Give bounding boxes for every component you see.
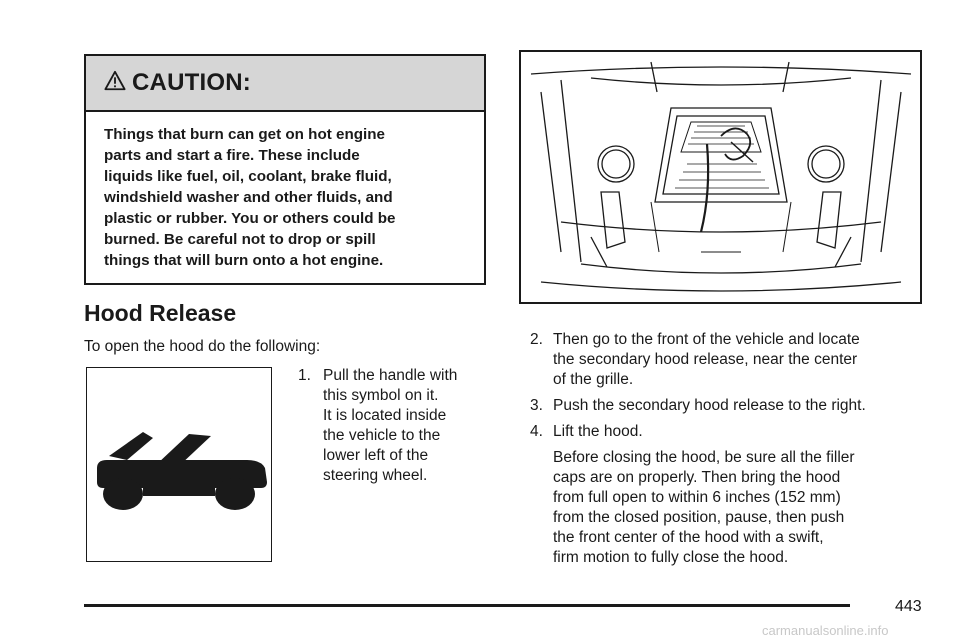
caution-line: burned. Be careful not to drop or spill bbox=[104, 231, 376, 248]
step-line: of the grille. bbox=[553, 371, 634, 388]
closing-line: firm motion to fully close the hood. bbox=[553, 549, 789, 566]
step-number: 1. bbox=[298, 367, 311, 384]
steps-list bbox=[530, 330, 930, 568]
warning-triangle-icon bbox=[104, 70, 126, 92]
closing-line: Before closing the hood, be sure all the filler bbox=[553, 449, 855, 466]
step-line: Push the secondary hood release to the right. bbox=[553, 397, 866, 414]
caution-line: windshield washer and other fluids, and bbox=[104, 189, 393, 206]
step-line: Lift the hood. bbox=[553, 423, 643, 440]
step-line: lower left of the bbox=[323, 447, 429, 464]
step-number: 3. bbox=[530, 397, 543, 414]
step-text bbox=[323, 366, 488, 486]
grille-illustration bbox=[519, 50, 922, 304]
caution-line: things that will burn onto a hot engine. bbox=[104, 252, 384, 269]
hood-release-symbol-box bbox=[86, 367, 272, 562]
caution-header bbox=[86, 56, 484, 112]
caution-line: Things that burn can get on hot engine bbox=[104, 126, 385, 143]
hood-release-symbol-icon bbox=[87, 368, 271, 560]
step-2 bbox=[530, 330, 930, 390]
closing-paragraph bbox=[530, 448, 930, 568]
step-line: Then go to the front of the vehicle and locate bbox=[553, 331, 860, 348]
section-title: Hood Release bbox=[84, 300, 237, 326]
caution-text bbox=[86, 112, 484, 271]
vehicle-grille-hood-release-illustration bbox=[521, 52, 920, 302]
section-intro: To open the hood do the following: bbox=[84, 338, 321, 355]
closing-line: from full open to within 6 inches (152 mm) bbox=[553, 489, 841, 506]
step-line: the secondary hood release, near the center bbox=[553, 351, 858, 368]
step-line: this symbol on it. bbox=[323, 387, 439, 404]
step-number: 2. bbox=[530, 331, 543, 348]
closing-line: the front center of the hood with a swift, bbox=[553, 529, 824, 546]
page-number: 443 bbox=[895, 598, 922, 615]
caution-line: liquids like fuel, oil, coolant, brake fluid, bbox=[104, 168, 392, 185]
step-line: the vehicle to the bbox=[323, 427, 441, 444]
closing-line: from the closed position, pause, then push bbox=[553, 509, 845, 526]
caution-title: CAUTION: bbox=[132, 69, 251, 96]
caution-line: parts and start a fire. These include bbox=[104, 147, 360, 164]
caution-line: plastic or rubber. You or others could be bbox=[104, 210, 396, 227]
step-3 bbox=[530, 396, 930, 416]
step-1 bbox=[298, 366, 488, 486]
watermark: carmanualsonline.info bbox=[762, 623, 889, 638]
footer-rule bbox=[84, 604, 850, 607]
step-line: It is located inside bbox=[323, 407, 447, 424]
step-line: Pull the handle with bbox=[323, 367, 458, 384]
step-4 bbox=[530, 422, 930, 442]
closing-line: caps are on properly. Then bring the hood bbox=[553, 469, 841, 486]
step-number: 4. bbox=[530, 423, 543, 440]
caution-box bbox=[84, 54, 486, 285]
step-line: steering wheel. bbox=[323, 467, 428, 484]
